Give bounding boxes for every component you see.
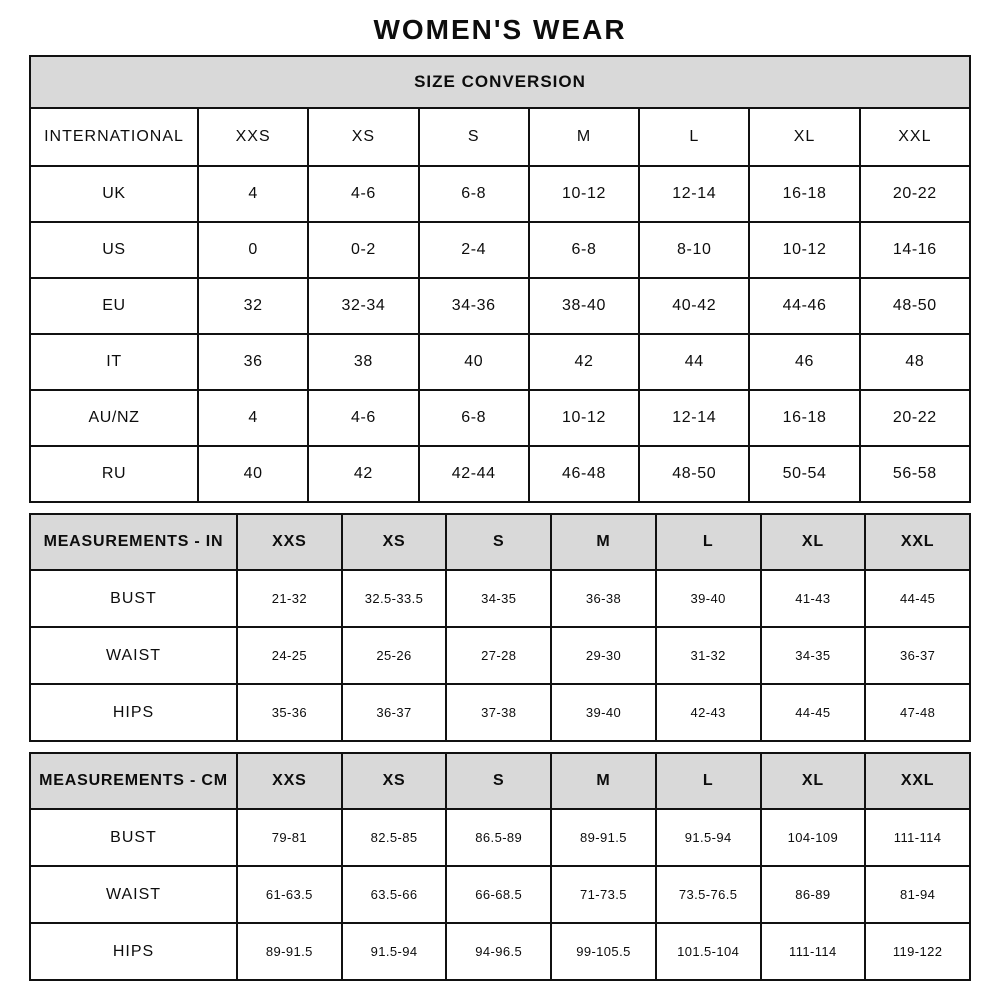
size-conversion-label-column-header: INTERNATIONAL — [30, 108, 198, 166]
column-header: XL — [761, 514, 866, 570]
size-conversion-title: SIZE CONVERSION — [30, 56, 970, 108]
value-cell: 39-40 — [551, 684, 656, 741]
row-label: BUST — [30, 809, 237, 866]
value-cell: 0 — [198, 222, 308, 278]
value-cell: 91.5-94 — [656, 809, 761, 866]
row-label: IT — [30, 334, 198, 390]
value-cell: 42-44 — [419, 446, 529, 502]
row-label: US — [30, 222, 198, 278]
measurements-cm-header-row — [30, 753, 970, 809]
row-label: HIPS — [30, 684, 237, 741]
value-cell: 20-22 — [860, 166, 970, 222]
value-cell: 34-35 — [446, 570, 551, 627]
column-header: M — [551, 514, 656, 570]
table-row — [30, 923, 970, 980]
value-cell: 39-40 — [656, 570, 761, 627]
value-cell: 21-32 — [237, 570, 342, 627]
column-header: S — [419, 108, 529, 166]
value-cell: 29-30 — [551, 627, 656, 684]
value-cell: 48-50 — [639, 446, 749, 502]
value-cell: 63.5-66 — [342, 866, 447, 923]
value-cell: 44-46 — [749, 278, 859, 334]
value-cell: 38-40 — [529, 278, 639, 334]
value-cell: 34-36 — [419, 278, 529, 334]
value-cell: 46-48 — [529, 446, 639, 502]
value-cell: 81-94 — [865, 866, 970, 923]
value-cell: 82.5-85 — [342, 809, 447, 866]
table-row — [30, 334, 970, 390]
value-cell: 91.5-94 — [342, 923, 447, 980]
row-label: UK — [30, 166, 198, 222]
column-header: S — [446, 753, 551, 809]
column-header: L — [656, 514, 761, 570]
value-cell: 104-109 — [761, 809, 866, 866]
value-cell: 44 — [639, 334, 749, 390]
value-cell: 6-8 — [529, 222, 639, 278]
table-row — [30, 627, 970, 684]
value-cell: 40-42 — [639, 278, 749, 334]
value-cell: 111-114 — [761, 923, 866, 980]
value-cell: 37-38 — [446, 684, 551, 741]
column-header: L — [656, 753, 761, 809]
table-row — [30, 222, 970, 278]
value-cell: 44-45 — [761, 684, 866, 741]
value-cell: 44-45 — [865, 570, 970, 627]
value-cell: 101.5-104 — [656, 923, 761, 980]
value-cell: 8-10 — [639, 222, 749, 278]
measurements-in-header-row — [30, 514, 970, 570]
value-cell: 12-14 — [639, 166, 749, 222]
value-cell: 16-18 — [749, 390, 859, 446]
column-header: XXS — [237, 514, 342, 570]
value-cell: 86-89 — [761, 866, 866, 923]
row-label: AU/NZ — [30, 390, 198, 446]
value-cell: 36-37 — [865, 627, 970, 684]
table-row — [30, 809, 970, 866]
value-cell: 10-12 — [529, 390, 639, 446]
value-cell: 99-105.5 — [551, 923, 656, 980]
table-row — [30, 166, 970, 222]
column-header: XXL — [860, 108, 970, 166]
size-conversion-header-row — [30, 108, 970, 166]
value-cell: 4 — [198, 390, 308, 446]
table-row — [30, 570, 970, 627]
table-row — [30, 684, 970, 741]
size-conversion-title-row — [30, 56, 970, 108]
value-cell: 25-26 — [342, 627, 447, 684]
measurements-in-table — [29, 513, 971, 742]
value-cell: 42 — [529, 334, 639, 390]
row-label: BUST — [30, 570, 237, 627]
column-header: XL — [749, 108, 859, 166]
value-cell: 4-6 — [308, 390, 418, 446]
column-header: S — [446, 514, 551, 570]
value-cell: 41-43 — [761, 570, 866, 627]
value-cell: 89-91.5 — [551, 809, 656, 866]
size-conversion-table — [29, 55, 971, 503]
value-cell: 36-37 — [342, 684, 447, 741]
measurements-in-label-column-header: MEASUREMENTS - IN — [30, 514, 237, 570]
value-cell: 48-50 — [860, 278, 970, 334]
row-label: WAIST — [30, 627, 237, 684]
value-cell: 56-58 — [860, 446, 970, 502]
column-header: M — [551, 753, 656, 809]
value-cell: 32-34 — [308, 278, 418, 334]
value-cell: 40 — [198, 446, 308, 502]
value-cell: 42-43 — [656, 684, 761, 741]
value-cell: 12-14 — [639, 390, 749, 446]
value-cell: 6-8 — [419, 390, 529, 446]
value-cell: 34-35 — [761, 627, 866, 684]
value-cell: 27-28 — [446, 627, 551, 684]
column-header: XS — [342, 514, 447, 570]
table-row — [30, 390, 970, 446]
column-header: XXL — [865, 514, 970, 570]
column-header: XS — [342, 753, 447, 809]
value-cell: 119-122 — [865, 923, 970, 980]
row-label: RU — [30, 446, 198, 502]
value-cell: 42 — [308, 446, 418, 502]
value-cell: 89-91.5 — [237, 923, 342, 980]
table-row — [30, 446, 970, 502]
value-cell: 47-48 — [865, 684, 970, 741]
column-header: XS — [308, 108, 418, 166]
value-cell: 71-73.5 — [551, 866, 656, 923]
value-cell: 46 — [749, 334, 859, 390]
measurements-cm-label-column-header: MEASUREMENTS - CM — [30, 753, 237, 809]
value-cell: 79-81 — [237, 809, 342, 866]
table-row — [30, 866, 970, 923]
value-cell: 38 — [308, 334, 418, 390]
value-cell: 36-38 — [551, 570, 656, 627]
value-cell: 36 — [198, 334, 308, 390]
value-cell: 4-6 — [308, 166, 418, 222]
value-cell: 61-63.5 — [237, 866, 342, 923]
value-cell: 20-22 — [860, 390, 970, 446]
column-header: XXS — [198, 108, 308, 166]
value-cell: 32.5-33.5 — [342, 570, 447, 627]
value-cell: 16-18 — [749, 166, 859, 222]
row-label: HIPS — [30, 923, 237, 980]
column-header: XXL — [865, 753, 970, 809]
value-cell: 24-25 — [237, 627, 342, 684]
value-cell: 10-12 — [529, 166, 639, 222]
row-label: WAIST — [30, 866, 237, 923]
value-cell: 48 — [860, 334, 970, 390]
value-cell: 6-8 — [419, 166, 529, 222]
value-cell: 4 — [198, 166, 308, 222]
value-cell: 0-2 — [308, 222, 418, 278]
page-title: WOMEN'S WEAR — [373, 14, 627, 45]
value-cell: 32 — [198, 278, 308, 334]
row-label: EU — [30, 278, 198, 334]
column-header: XL — [761, 753, 866, 809]
value-cell: 73.5-76.5 — [656, 866, 761, 923]
value-cell: 66-68.5 — [446, 866, 551, 923]
value-cell: 86.5-89 — [446, 809, 551, 866]
value-cell: 10-12 — [749, 222, 859, 278]
column-header: M — [529, 108, 639, 166]
value-cell: 40 — [419, 334, 529, 390]
value-cell: 111-114 — [865, 809, 970, 866]
value-cell: 35-36 — [237, 684, 342, 741]
value-cell: 94-96.5 — [446, 923, 551, 980]
value-cell: 14-16 — [860, 222, 970, 278]
measurements-cm-table — [29, 752, 971, 981]
value-cell: 2-4 — [419, 222, 529, 278]
column-header: L — [639, 108, 749, 166]
table-row — [30, 278, 970, 334]
value-cell: 31-32 — [656, 627, 761, 684]
value-cell: 50-54 — [749, 446, 859, 502]
column-header: XXS — [237, 753, 342, 809]
